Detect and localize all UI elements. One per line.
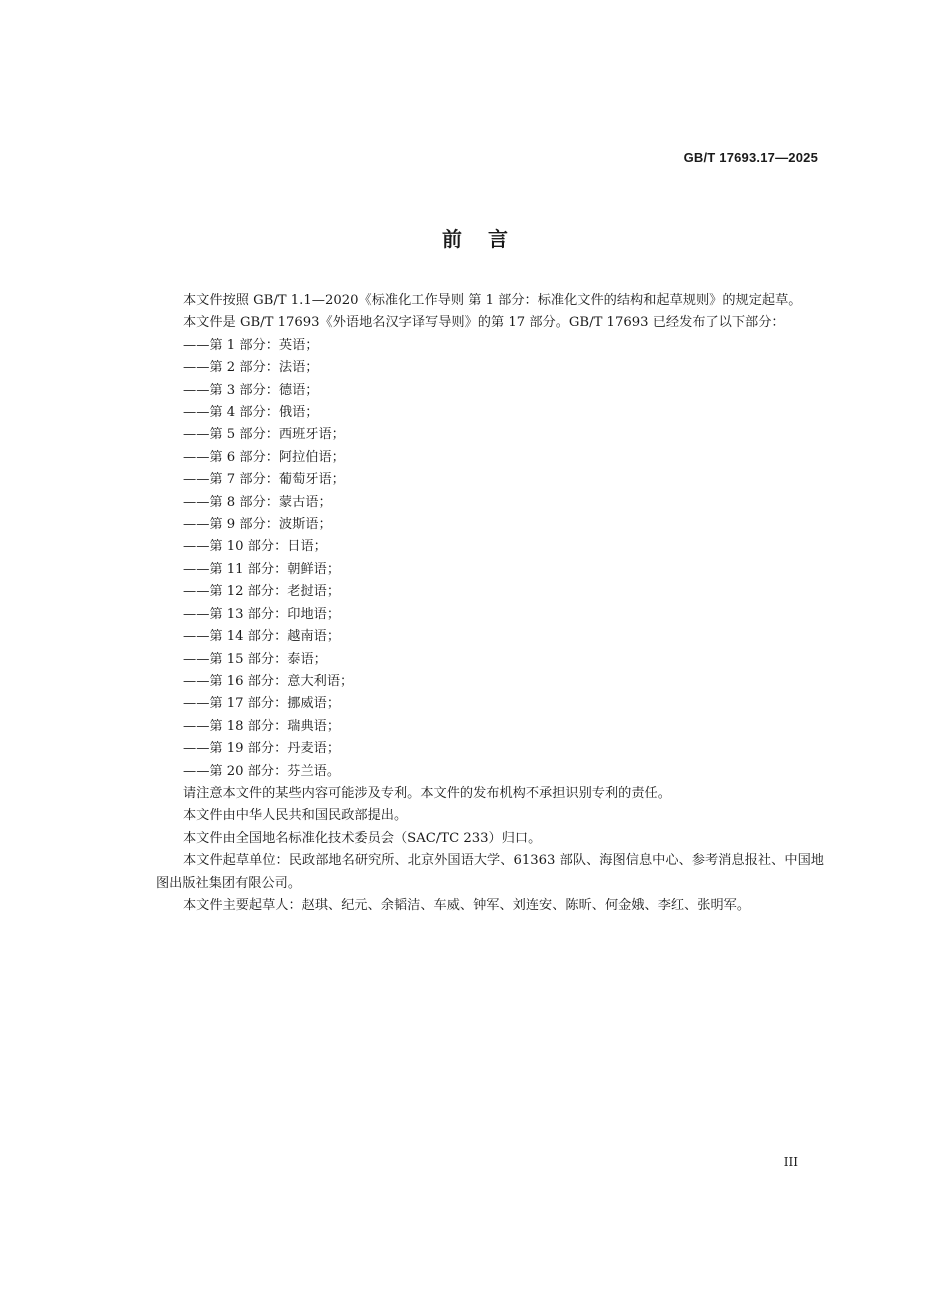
list-item: ——第 11 部分：朝鲜语； xyxy=(183,561,341,577)
list-item: ——第 17 部分：挪威语； xyxy=(183,696,341,712)
list-item: ——第 7 部分：葡萄牙语； xyxy=(183,472,345,488)
list-item: ——第 1 部分：英语； xyxy=(183,337,319,353)
paragraph-drafting-units: 本文件起草单位：民政部地名研究所、北京外国语大学、61363 部队、海图信息中心、参考消息报社、中国地图出版社集团有限公司。 xyxy=(156,853,824,891)
list-item: ——第 18 部分：瑞典语； xyxy=(183,718,341,734)
paragraph-under-jurisdiction: 本文件由全国地名标准化技术委员会（SAC/TC 233）归口。 xyxy=(183,830,542,846)
list-item: ——第 6 部分：阿拉伯语； xyxy=(183,449,345,465)
paragraph-proposed-by: 本文件由中华人民共和国民政部提出。 xyxy=(183,808,408,824)
paragraph-series-intro: 本文件是 GB/T 17693《外语地名汉字译写导则》的第 17 部分。GB/T 17693 已经发布了以下部分： xyxy=(183,315,785,331)
list-item: ——第 14 部分：越南语； xyxy=(183,629,341,645)
list-item: ——第 20 部分：芬兰语。 xyxy=(183,763,341,779)
paragraph-drafters: 本文件主要起草人：赵琪、纪元、余韬洁、车威、钟军、刘连安、陈昕、何金娥、李红、张明军。 xyxy=(183,897,751,913)
list-item: ——第 10 部分：日语； xyxy=(183,539,327,555)
list-item: ——第 5 部分：西班牙语； xyxy=(183,427,345,443)
paragraph-patent-notice: 请注意本文件的某些内容可能涉及专利。本文件的发布机构不承担识别专利的责任。 xyxy=(183,785,671,801)
document-body xyxy=(156,290,824,917)
page-title: 前言 xyxy=(442,227,534,251)
list-item: ——第 15 部分：泰语； xyxy=(183,651,327,667)
standard-code: GB/T 17693.17—2025 xyxy=(683,150,818,165)
list-item: ——第 16 部分：意大利语； xyxy=(183,673,354,689)
page-number: III xyxy=(783,1155,798,1169)
parts-list xyxy=(156,335,824,783)
list-item: ——第 19 部分：丹麦语； xyxy=(183,741,341,757)
list-item: ——第 3 部分：德语； xyxy=(183,382,319,398)
list-item: ——第 2 部分：法语； xyxy=(183,360,319,376)
list-item: ——第 12 部分：老挝语； xyxy=(183,584,341,600)
paragraph-drafting-rules: 本文件按照 GB/T 1.1—2020《标准化工作导则 第 1 部分：标准化文件的结构和起草规则》的规定起草。 xyxy=(183,293,802,308)
list-item: ——第 8 部分：蒙古语； xyxy=(183,494,332,510)
list-item: ——第 13 部分：印地语； xyxy=(183,606,341,622)
list-item: ——第 4 部分：俄语； xyxy=(183,405,319,421)
list-item: ——第 9 部分：波斯语； xyxy=(183,517,332,533)
